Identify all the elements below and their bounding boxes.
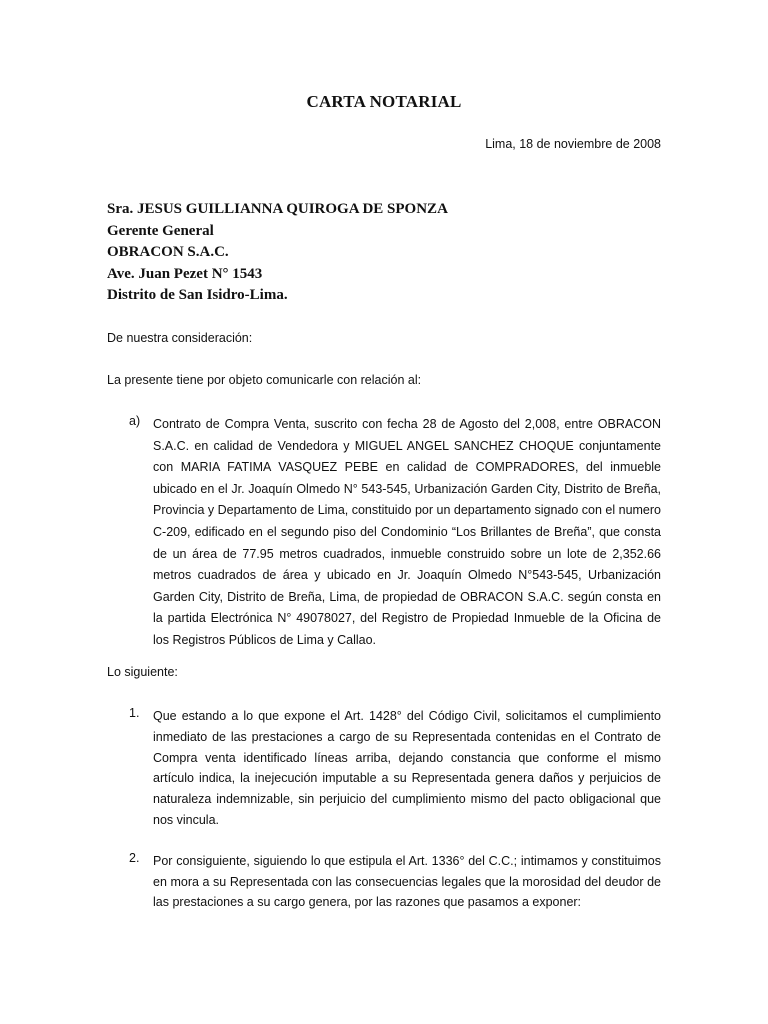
recipient-address: Ave. Juan Pezet N° 1543 (107, 265, 263, 282)
recipient-position: Gerente General (107, 222, 214, 239)
item-2-text: Por consiguiente, siguiendo lo que estipula el Art. 1336° del C.C.; intimamos y constituimos en mora a su Representada con las consecuencias legales que la morosidad del deudor de las prestaciones a su cargo genera, por las razones que pasamos a exponer: (153, 854, 661, 910)
intro-paragraph: La presente tiene por objeto comunicarle con relación al: (107, 373, 422, 387)
item-a-text: Contrato de Compra Venta, suscrito con fecha 28 de Agosto del 2,008, entre OBRACON S.A.C. en calidad de Vendedora y MIGUEL ANGEL SANCHEZ CHOQUE conjuntamente con MARIA FATIMA VASQUEZ PEBE en calidad de COMPRADORES, del inmueble ubicado en el Jr. Joaquín Olmedo N° 543-545, Urbanización Garden City, Distrito de Breña, Provincia y Departamento de Lima, constituido por un departamento signado con el numero C-209, edificado en el segundo piso del Condominio “Los Brillantes de Breña”, que consta de un área de 77.95 metros cuadrados, inmueble construido sobre un lote de 2,352.66 metros cuadrados de área y ubicado en Jr. Joaquín Olmedo N°543-545, Urbanización Garden City, Distrito de Breña, Lima, de propiedad de OBRACON S.A.C. según consta en la partida Electrónica N° 49078027, del Registro de Propiedad Inmueble de la Oficina de los Registros Públicos de Lima y Callao. (153, 417, 661, 647)
document-title: CARTA NOTARIAL (306, 92, 462, 111)
item-a-marker: a) (129, 414, 141, 428)
recipient-block (107, 199, 448, 307)
item-2-marker: 2. (129, 851, 140, 865)
recipient-company: OBRACON S.A.C. (107, 244, 229, 260)
item-1-marker: 1. (129, 706, 140, 720)
salutation: De nuestra consideración: (107, 331, 253, 345)
letter-date: Lima, 18 de noviembre de 2008 (485, 137, 661, 151)
following-heading: Lo siguiente: (107, 665, 178, 679)
recipient-name: Sra. JESUS GUILLIANNA QUIROGA DE SPONZA (107, 201, 448, 217)
item-1-text: Que estando a lo que expone el Art. 1428° del Código Civil, solicitamos el cumplimiento inmediato de las prestaciones a cargo de su Representada contenidas en el Contrato de Compra venta identificado líneas arriba, dejando constancia que conforme el mismo artículo indica, la inejecución imputable a su Representada genera daños y perjuicios de naturaleza indemnizable, sin perjuicio del cumplimiento mismo del pacto obligacional que nos vincula. (153, 709, 661, 827)
recipient-district: Distrito de San Isidro-Lima. (107, 287, 288, 303)
